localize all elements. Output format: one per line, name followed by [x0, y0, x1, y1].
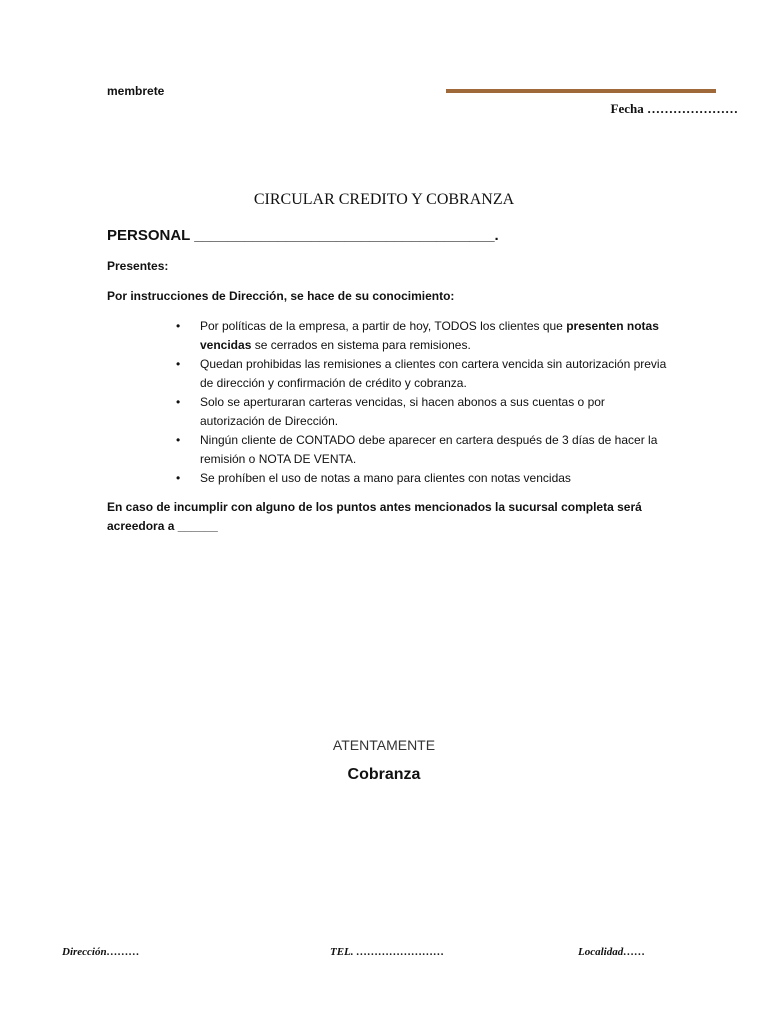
date-line: Fecha ………………… — [610, 101, 738, 116]
footer-locality: Localidad…… — [578, 946, 646, 958]
recipient-line: PERSONAL ____________________________________. — [107, 227, 499, 244]
signer-name: Cobranza — [347, 766, 421, 783]
bullet-icon: • — [176, 319, 181, 333]
policy-list — [176, 317, 670, 488]
list-item — [176, 355, 670, 393]
closing-salutation: ATENTAMENTE — [332, 737, 436, 753]
letterhead-label: membrete — [107, 84, 165, 98]
bullet-icon: • — [176, 357, 181, 371]
policy-text: se cerrados en sistema para remisiones. — [251, 338, 471, 352]
header-rule — [446, 89, 716, 93]
intro-paragraph: Por instrucciones de Dirección, se hace de su conocimiento: — [107, 289, 455, 303]
bullet-icon: • — [176, 395, 181, 409]
list-item — [176, 393, 670, 431]
policy-text: Se prohíben el uso de notas a mano para clientes con notas vencidas — [200, 471, 571, 485]
policy-text: Solo se aperturaran carteras vencidas, si hacen abonos a sus cuentas o por autorización de Dirección. — [200, 395, 605, 428]
list-item — [176, 431, 670, 469]
bullet-icon: • — [176, 433, 181, 447]
policy-emphasis: presenten notas vencidas — [200, 319, 659, 352]
policy-text: Ningún cliente de CONTADO debe aparecer en cartera después de 3 días de hacer la remisión o NOTA DE VENTA. — [200, 433, 658, 466]
bullet-icon: • — [176, 471, 181, 485]
penalty-paragraph: En caso de incumplir con alguno de los puntos antes mencionados la sucursal completa será acreedora a ______ — [107, 500, 642, 533]
document-title: CIRCULAR CREDITO Y COBRANZA — [253, 191, 515, 208]
greeting: Presentes: — [107, 259, 169, 273]
policy-text: Quedan prohibidas las remisiones a clientes con cartera vencida sin autorización previa de dirección y confirmación de crédito y cobranza. — [200, 357, 667, 390]
list-item — [176, 317, 670, 355]
list-item — [176, 469, 670, 488]
policy-text: Por políticas de la empresa, a partir de hoy, TODOS los clientes que — [200, 319, 567, 333]
footer-address: Dirección……… — [62, 946, 140, 958]
footer-phone: TEL. …………………… — [330, 946, 445, 958]
